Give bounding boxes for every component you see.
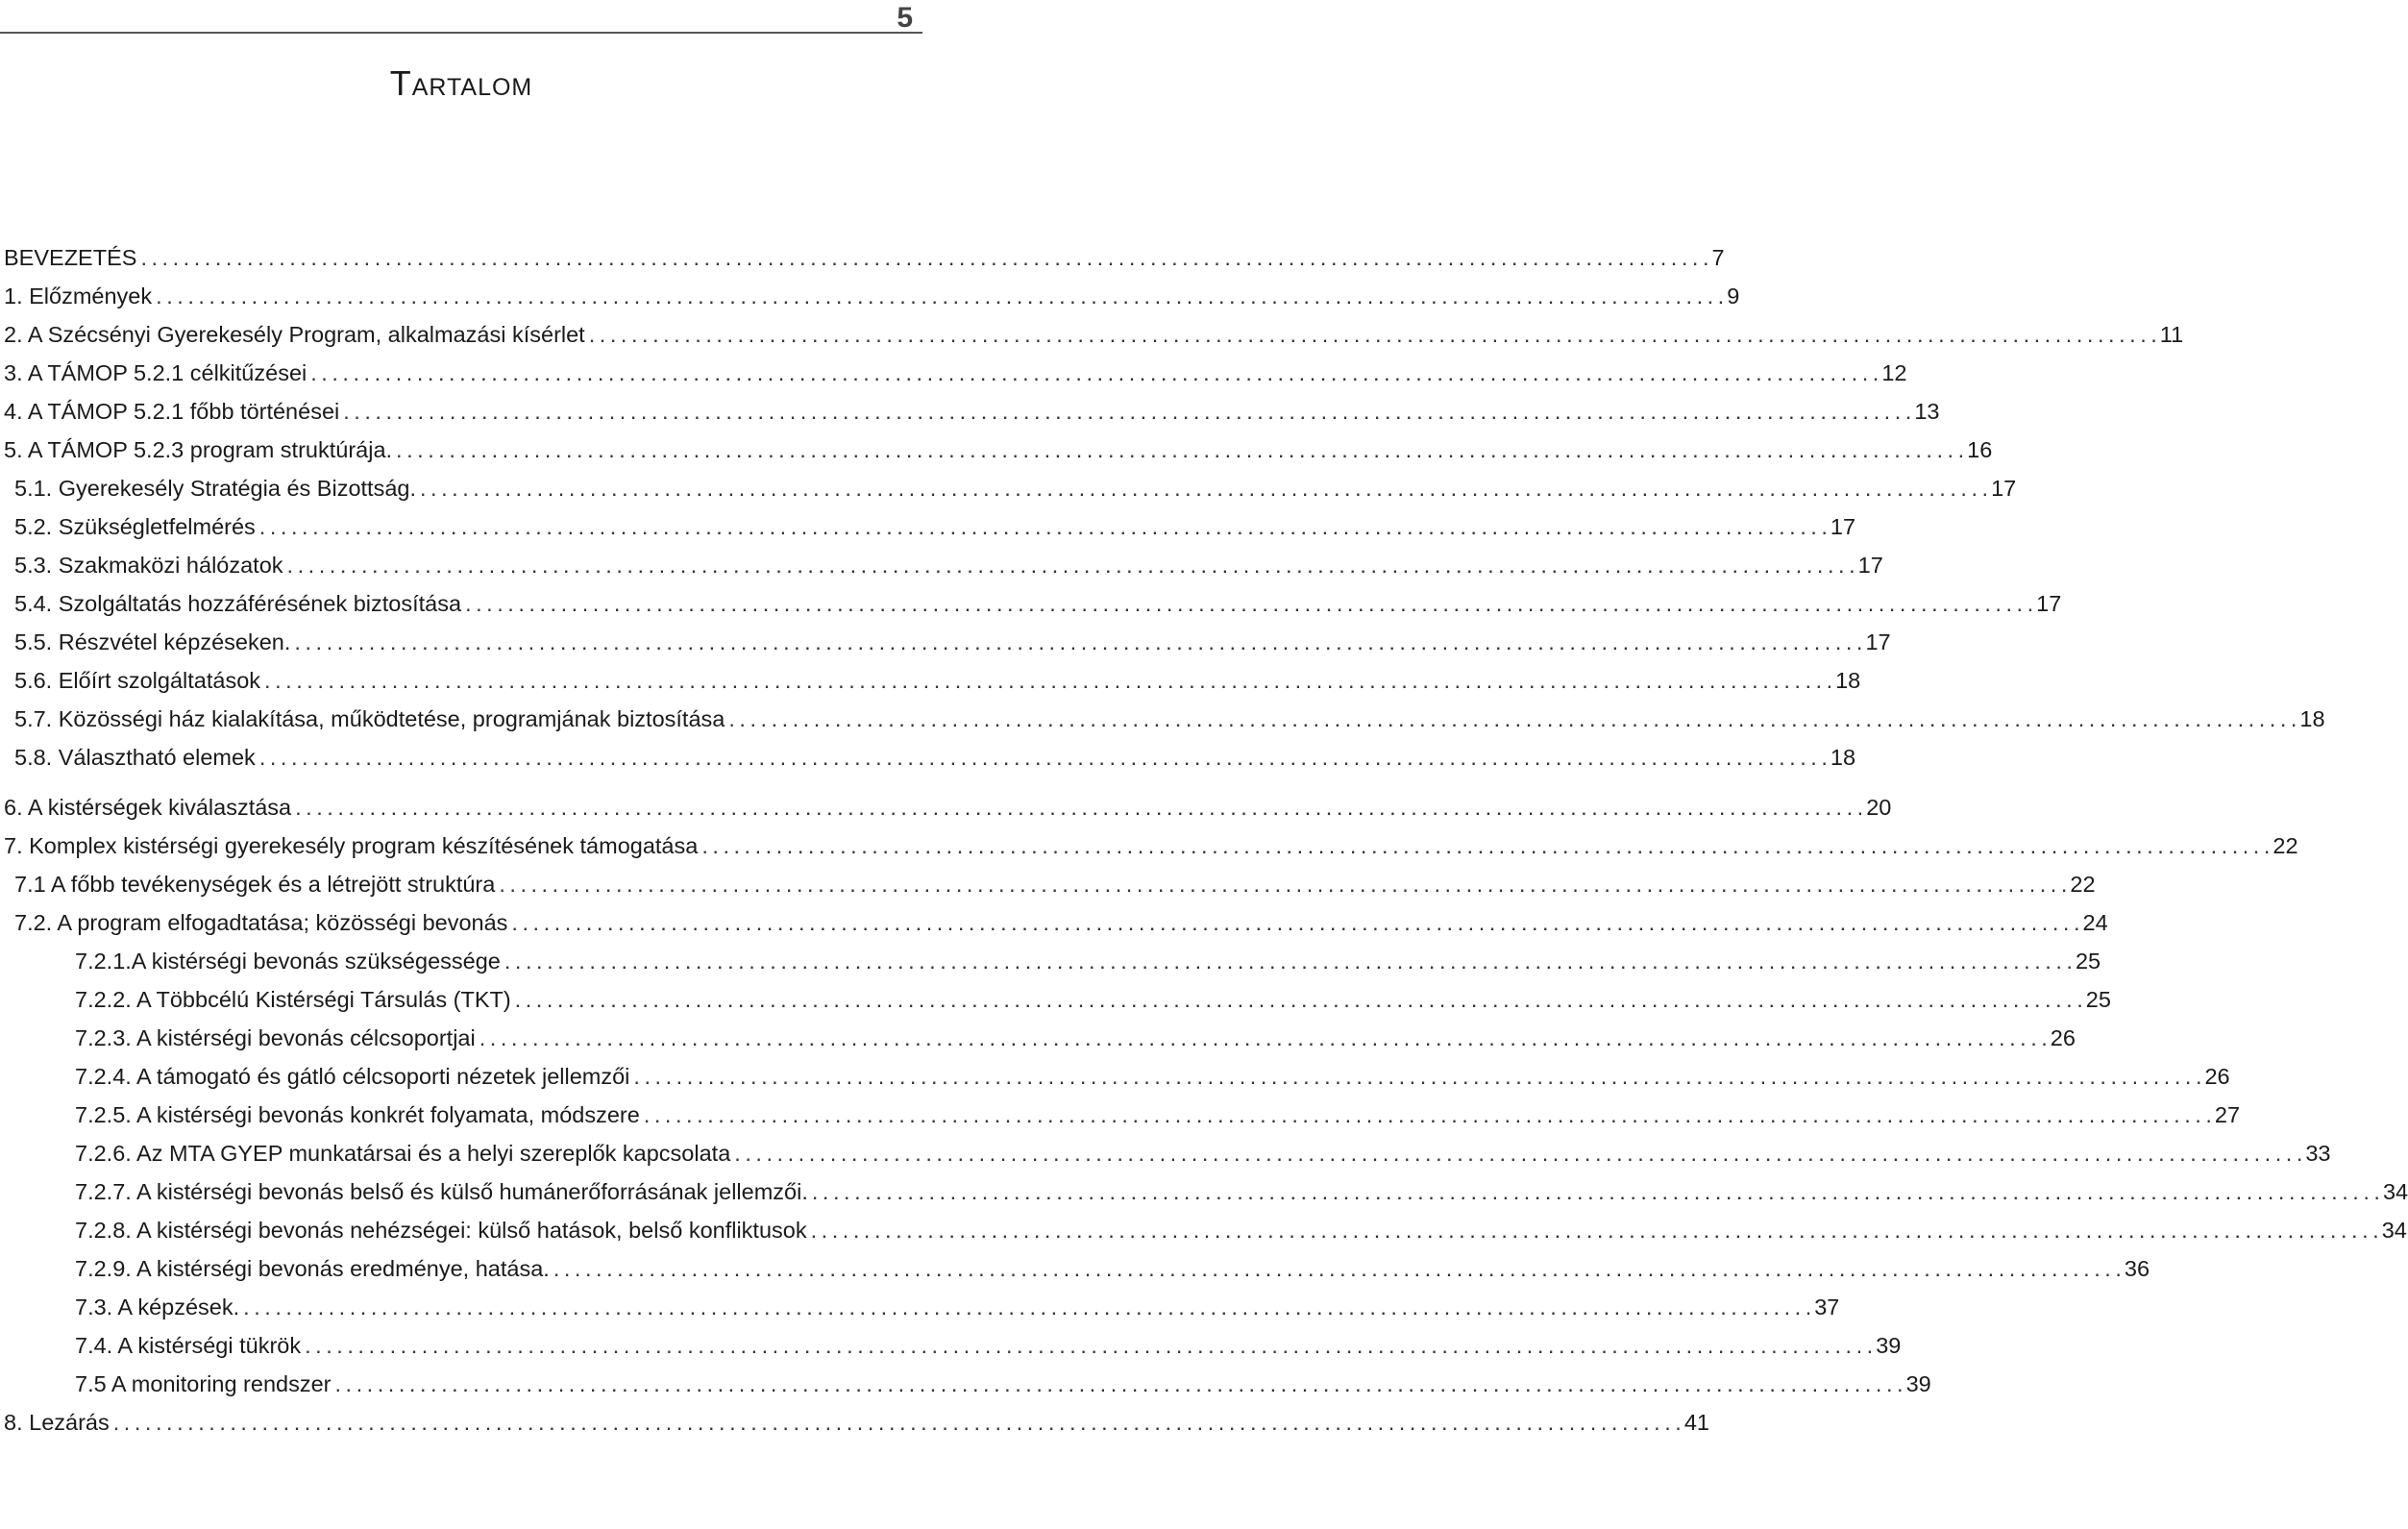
toc-entry-title: 7.2.5. A kistérségi bevonás konkrét folyamata, módszere (75, 1102, 640, 1127)
toc-entry-page: 18 (1830, 745, 1856, 770)
dot-leader (504, 942, 2072, 980)
dot-leader (644, 1096, 2211, 1134)
toc-entry[interactable] (0, 623, 1891, 661)
toc-entry-page: 27 (2214, 1102, 2241, 1127)
toc-entry-page: 22 (2070, 872, 2096, 897)
toc-entry-page: 20 (1866, 795, 1892, 820)
dot-leader (259, 507, 1827, 546)
toc-entry-title: 7.2.3. A kistérségi bevonás célcsoportjai (75, 1025, 476, 1050)
toc-entry-page: 16 (1967, 437, 1993, 462)
toc-entry-page: 24 (2082, 910, 2108, 935)
dot-leader (140, 238, 1708, 277)
toc-entry-title: 8. Lezárás (4, 1410, 110, 1435)
toc-entry[interactable] (0, 1249, 2150, 1288)
toc-entry-title: 7.2. A program elfogadtatása; közösségi bevonás (14, 910, 508, 935)
toc-entry[interactable] (0, 738, 1856, 777)
toc-entry[interactable] (0, 546, 1883, 584)
toc-entry-page: 25 (2075, 949, 2101, 974)
toc-entry[interactable] (0, 1365, 1931, 1403)
header-rule (0, 32, 922, 34)
dot-leader (305, 1326, 1872, 1365)
toc-entry[interactable] (0, 315, 2184, 354)
page-title: Tartalom (389, 63, 533, 103)
toc-entry-page: 7 (1711, 245, 1725, 270)
dot-leader (295, 788, 1862, 826)
dot-leader (343, 392, 1910, 431)
dot-leader (728, 700, 2296, 738)
toc-entry[interactable] (0, 1019, 2076, 1057)
toc-entry-page: 39 (1876, 1333, 1902, 1358)
dot-leader (243, 1288, 1810, 1326)
toc-entry-page: 39 (1905, 1371, 1931, 1396)
toc-entry[interactable] (0, 826, 2298, 865)
toc-entry[interactable] (0, 431, 1993, 469)
toc-entry[interactable] (0, 507, 1856, 546)
toc-entry[interactable] (0, 903, 2108, 942)
toc-entry[interactable] (0, 277, 1740, 315)
toc-entry-title: 7.2.7. A kistérségi bevonás belső és külső humánerőforrásának jellemzői. (75, 1179, 808, 1204)
dot-leader (511, 903, 2078, 942)
dot-leader (420, 469, 1987, 507)
dot-leader (264, 661, 1831, 700)
toc-entry-page: 17 (2036, 591, 2062, 616)
toc-entry-page: 22 (2273, 833, 2298, 858)
toc-entry-title: 5.2. Szükségletfelmérés (14, 514, 256, 539)
toc-entry[interactable] (0, 469, 2017, 507)
toc-entry-page: 26 (2204, 1064, 2230, 1089)
toc-entry-page: 41 (1683, 1410, 1709, 1435)
dot-leader (479, 1019, 2047, 1057)
toc-entry[interactable] (0, 1326, 1902, 1365)
toc-entry[interactable] (0, 1096, 2241, 1134)
dot-leader (515, 980, 2082, 1019)
toc-entry[interactable] (0, 1057, 2230, 1096)
toc-entry-title: 5.3. Szakmaközi hálózatok (14, 553, 283, 578)
dot-leader (589, 315, 2156, 354)
dot-leader (310, 354, 1878, 392)
toc-entry-title: 3. A TÁMOP 5.2.1 célkitűzései (4, 360, 307, 385)
toc-entry[interactable] (0, 942, 2101, 980)
dot-leader (811, 1211, 2378, 1249)
dot-leader (287, 546, 1855, 584)
toc-entry-title: 5.1. Gyerekesély Stratégia és Bizottság. (14, 476, 416, 501)
dot-leader (259, 738, 1827, 777)
toc-entry[interactable] (0, 584, 2062, 623)
toc-entry[interactable] (0, 238, 1725, 277)
toc-entry-page: 11 (2159, 322, 2184, 347)
toc-entry-page: 17 (1991, 476, 2017, 501)
toc-entry-page: 33 (2305, 1141, 2331, 1166)
toc-entry-title: 7.2.9. A kistérségi bevonás eredménye, hatása. (75, 1256, 550, 1281)
toc-entry-title: 7.4. A kistérségi tükrök (75, 1333, 302, 1358)
toc-entry-title: BEVEZETÉS (4, 245, 137, 270)
toc-entry-page: 26 (2050, 1025, 2076, 1050)
toc-entry-title: 4. A TÁMOP 5.2.1 főbb történései (4, 399, 340, 424)
toc-entry-page: 36 (2124, 1256, 2150, 1281)
dot-leader (113, 1403, 1681, 1442)
toc-entry-title: 1. Előzmények (4, 284, 153, 308)
toc-entry[interactable] (0, 1134, 2331, 1172)
dot-leader (396, 431, 1963, 469)
toc-entry-page: 17 (1857, 553, 1883, 578)
toc-entry-page: 17 (1865, 629, 1891, 654)
toc-entry-page: 37 (1814, 1295, 1840, 1319)
toc-entry-title: 5.6. Előírt szolgáltatások (14, 668, 261, 693)
toc-entry-title: 7.3. A képzések. (75, 1295, 240, 1319)
toc-entry-page: 34 (2381, 1218, 2407, 1243)
toc-entry-page: 25 (2085, 987, 2111, 1012)
toc-entry[interactable] (0, 354, 1907, 392)
toc-entry-title: 6. A kistérségek kiválasztása (4, 795, 292, 820)
dot-leader (701, 826, 2269, 865)
dot-leader (465, 584, 2032, 623)
toc-entry-page: 17 (1830, 514, 1856, 539)
toc-entry-title: 7.2.1.A kistérségi bevonás szükségessége (75, 949, 501, 974)
toc-entry-title: 7.1 A főbb tevékenységek és a létrejött struktúra (14, 872, 496, 897)
table-of-contents (0, 238, 2408, 1442)
toc-entry-title: 7.2.8. A kistérségi bevonás nehézségei: külső hatások, belső konfliktusok (75, 1218, 807, 1243)
toc-entry-title: 7.2.2. A Többcélú Kistérségi Társulás (TKT) (75, 987, 511, 1012)
dot-leader (294, 623, 1861, 661)
dot-leader (633, 1057, 2200, 1096)
toc-entry-title: 7. Komplex kistérségi gyerekesély program készítésének támogatása (4, 833, 699, 858)
toc-entry[interactable] (0, 392, 1940, 431)
dot-leader (812, 1172, 2379, 1211)
dot-leader (499, 865, 2066, 903)
toc-entry-title: 5.5. Részvétel képzéseken. (14, 629, 291, 654)
toc-entry-title: 5.7. Közösségi ház kialakítása, működtetése, programjának biztosítása (14, 706, 725, 731)
toc-entry[interactable] (0, 1211, 2407, 1249)
toc-entry-title: 7.2.4. A támogató és gátló célcsoporti nézetek jellemzői (75, 1064, 630, 1089)
dot-leader (335, 1365, 1903, 1403)
toc-entry-page: 13 (1914, 399, 1940, 424)
dot-leader (734, 1134, 2301, 1172)
toc-entry-title: 5.8. Választható elemek (14, 745, 256, 770)
toc-entry-title: 2. A Szécsényi Gyerekesély Program, alkalmazási kísérlet (4, 322, 585, 347)
toc-entry[interactable] (0, 661, 1861, 700)
page-number: 5 (897, 2, 913, 34)
toc-entry-title: 5.4. Szolgáltatás hozzáférésének biztosítása (14, 591, 462, 616)
toc-entry-page: 9 (1727, 284, 1740, 308)
toc-entry-page: 12 (1881, 360, 1907, 385)
dot-leader (553, 1249, 2121, 1288)
toc-entry[interactable] (0, 700, 2325, 738)
toc-entry[interactable] (0, 1172, 2408, 1211)
toc-entry[interactable] (0, 788, 1892, 826)
toc-entry-title: 7.5 A monitoring rendszer (75, 1371, 332, 1396)
toc-entry[interactable] (0, 1288, 1840, 1326)
dot-leader (156, 277, 1723, 315)
toc-entry[interactable] (0, 865, 2096, 903)
toc-entry-page: 34 (2382, 1179, 2408, 1204)
toc-entry-page: 18 (1835, 668, 1861, 693)
toc-entry-title: 5. A TÁMOP 5.2.3 program struktúrája. (4, 437, 393, 462)
toc-entry[interactable] (0, 980, 2111, 1019)
toc-entry-title: 7.2.6. Az MTA GYEP munkatársai és a helyi szereplők kapcsolata (75, 1141, 731, 1166)
toc-entry-page: 18 (2299, 706, 2325, 731)
toc-entry[interactable] (0, 1403, 1709, 1442)
